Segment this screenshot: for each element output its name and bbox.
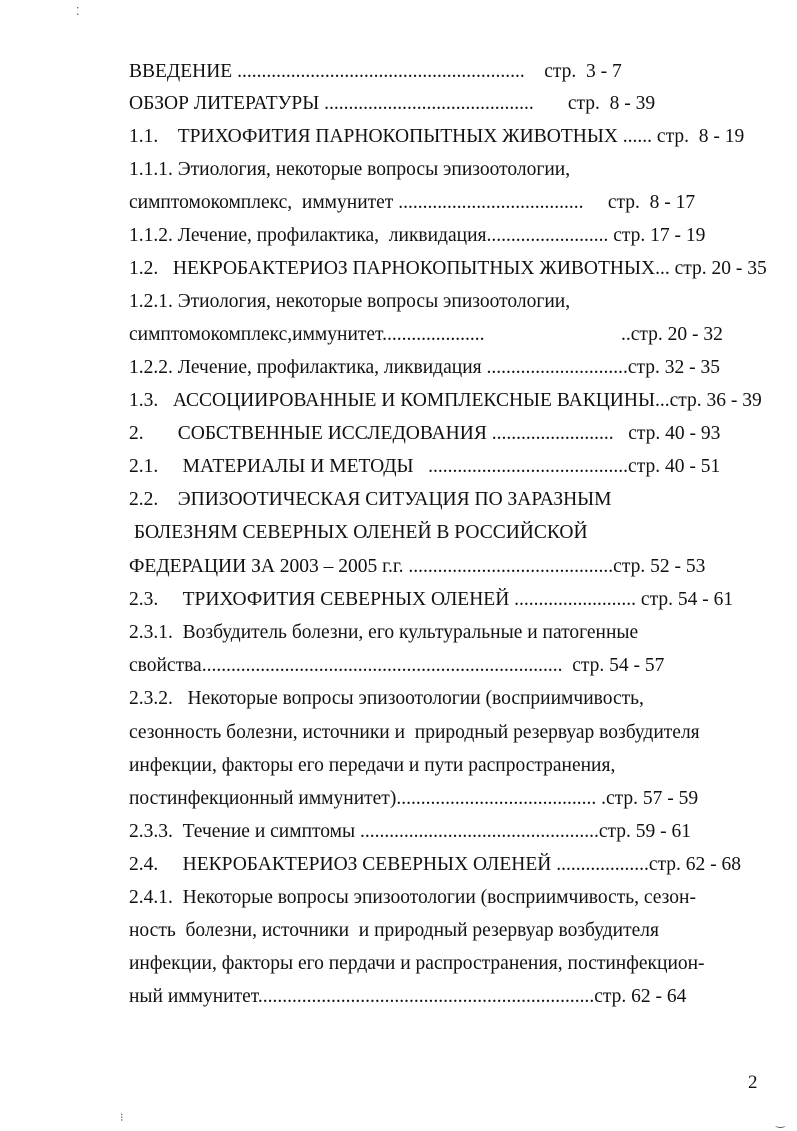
- toc-line-18: 2.3.1. Возбудитель болезни, его культуральные и патогенные: [129, 622, 639, 643]
- toc-line-22: инфекции, факторы его передачи и пути распространения,: [129, 755, 616, 776]
- toc-line-15: БОЛЕЗНЯМ СЕВЕРНЫХ ОЛЕНЕЙ В РОССИЙСКОЙ: [129, 522, 588, 543]
- toc-line-11: 1.3. АССОЦИИРОВАННЫЕ И КОМПЛЕКСНЫЕ ВАКЦИНЫ...стр. 36 - 39: [129, 390, 762, 411]
- toc-line-28: инфекции, факторы его пердачи и распространения, постинфекцион-: [129, 953, 705, 974]
- toc-line-16: ФЕДЕРАЦИИ ЗА 2003 – 2005 г.г. ..........................................стр. 52 - 53: [129, 556, 706, 577]
- toc-line-17: 2.3. ТРИХОФИТИЯ СЕВЕРНЫХ ОЛЕНЕЙ ......................... стр. 54 - 61: [129, 589, 734, 610]
- toc-line-12: 2. СОБСТВЕННЫЕ ИССЛЕДОВАНИЯ ......................... стр. 40 - 93: [129, 423, 721, 444]
- toc-line-9: симптомокомплекс,иммунитет..................... ..стр. 20 - 32: [129, 324, 723, 345]
- toc-line-20: 2.3.2. Некоторые вопросы эпизоотологии (восприимчивость,: [129, 688, 644, 709]
- toc-line-26: 2.4.1. Некоторые вопросы эпизоотологии (восприимчивость, сезон-: [129, 887, 696, 908]
- toc-line-10: 1.2.2. Лечение, профилактика, ликвидация .............................стр. 32 - 35: [129, 357, 721, 378]
- toc-line-19: свойства.......................................................................... стр. 54 - 57: [129, 655, 665, 676]
- toc-line-25: 2.4. НЕКРОБАКТЕРИОЗ СЕВЕРНЫХ ОЛЕНЕЙ ...................стр. 62 - 68: [129, 854, 742, 875]
- toc-line-21: сезонность болезни, источники и природный резервуар возбудителя: [129, 722, 700, 743]
- toc-line-2: ОБЗОР ЛИТЕРАТУРЫ ........................................... стр. 8 - 39: [129, 93, 656, 114]
- toc-line-24: 2.3.3. Течение и симптомы .................................................стр. 59 - 61: [129, 821, 691, 842]
- toc-line-3: 1.1. ТРИХОФИТИЯ ПАРНОКОПЫТНЫХ ЖИВОТНЫХ ...... стр. 8 - 19: [129, 126, 745, 147]
- scan-mark-top-left: ⁚: [76, 6, 80, 18]
- scan-mark-bottom-left: ⁝: [120, 1112, 124, 1124]
- toc-line-23: постинфекционный иммунитет)......................................... .стр. 57 - 59: [129, 788, 699, 809]
- toc-line-1: ВВЕДЕНИЕ ........................................................... стр. 3 - 7: [129, 61, 622, 82]
- page-number: 2: [748, 1072, 758, 1093]
- toc-line-29: ный иммунитет.....................................................................стр. 62 - 64: [129, 986, 687, 1007]
- toc-line-7: 1.2. НЕКРОБАКТЕРИОЗ ПАРНОКОПЫТНЫХ ЖИВОТНЫХ... стр. 20 - 35: [129, 258, 767, 279]
- scan-mark-bottom-right: ‿: [776, 1116, 785, 1128]
- toc-line-13: 2.1. МАТЕРИАЛЫ И МЕТОДЫ .........................................стр. 40 - 51: [129, 456, 721, 477]
- toc-line-4: 1.1.1. Этиология, некоторые вопросы эпизоотологии,: [129, 159, 571, 180]
- toc-line-5: симптомокомплекс, иммунитет ...................................... стр. 8 - 17: [129, 192, 696, 213]
- toc-line-14: 2.2. ЭПИЗООТИЧЕСКАЯ СИТУАЦИЯ ПО ЗАРАЗНЫМ: [129, 489, 612, 510]
- toc-line-8: 1.2.1. Этиология, некоторые вопросы эпизоотологии,: [129, 291, 571, 312]
- toc-line-27: ность болезни, источники и природный резервуар возбудителя: [129, 920, 659, 941]
- toc-line-6: 1.1.2. Лечение, профилактика, ликвидация......................... стр. 17 - 19: [129, 225, 706, 246]
